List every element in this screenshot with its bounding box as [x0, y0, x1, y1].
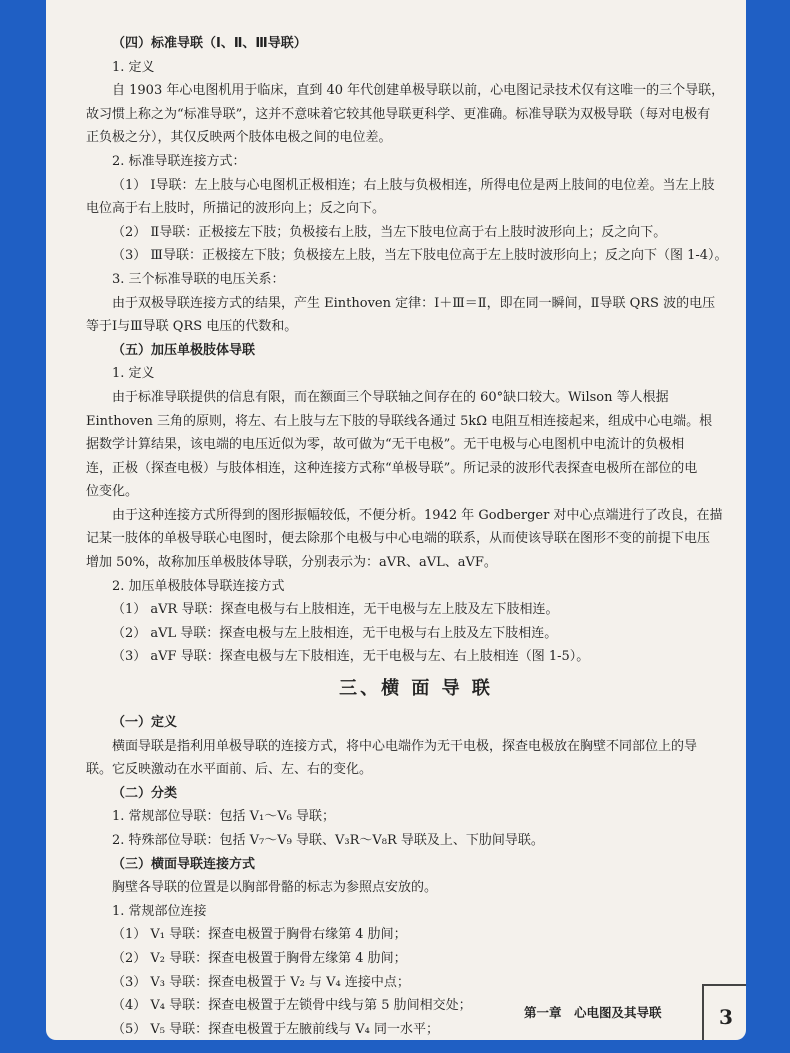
- heading-connection-method: （三）横面导联连接方式: [112, 856, 256, 872]
- paragraph-line: 连，正极（探查电极）与肢体相连，这种连接方式称“单极导联”。所记录的波形代表探查电极所在部位的电: [86, 460, 698, 476]
- list-item: （3） Ⅲ导联：正极接左下肢；负极接左上肢，当左下肢电位高于左上肢时波形向上；反之向下（图 1-4）。: [112, 248, 728, 264]
- subheading-voltage: 3. 三个标准导联的电压关系：: [112, 271, 285, 287]
- page-number: 3: [719, 1005, 733, 1029]
- paragraph-line: 故习惯上称之为“标准导联”，这并不意味着它较其他导联更科学、更准确。标准导联为双极导联（每对电极有: [86, 106, 711, 122]
- list-item: （2） aVL 导联：探查电极与左上肢相连，无干电极与右上肢及左下肢相连。: [112, 625, 558, 641]
- subheading-routine: 1. 常规部位连接: [112, 903, 207, 919]
- paragraph-line: 横面导联是指利用单极导联的连接方式，将中心电端作为无干电极，探查电极放在胸壁不同部位上的导: [112, 738, 698, 754]
- book-page: [46, 0, 746, 1040]
- paragraph-line: 位变化。: [86, 484, 139, 500]
- paragraph-line: 电位高于右上肢时，所描记的波形向上；反之向下。: [86, 201, 386, 217]
- subheading-definition: 1. 定义: [112, 59, 155, 75]
- page-content: [86, 32, 746, 1040]
- list-item: （1） Ⅰ导联：左上肢与心电图机正极相连；右上肢与负极相连，所得电位是两上肢间的电位差。当左上肢: [112, 177, 715, 193]
- list-item: 2. 特殊部位导联：包括 V₇～V₉ 导联、V₃R～V₈R 导联及上、下肋间导联。: [112, 833, 544, 848]
- paragraph-line: 由于标准导联提供的信息有限，而在额面三个导联轴之间存在的 60°缺口较大。Wilson 等人根据: [112, 389, 669, 405]
- heading-classification: （二）分类: [112, 785, 178, 801]
- list-item: （4） V₄ 导联：探查电极置于左锁骨中线与第 5 肋间相交处；: [112, 998, 472, 1014]
- paragraph-line: 由于这种连接方式所得到的图形振幅较低，不便分析。1942 年 Godberger 对中心点端进行了改良，在描: [112, 507, 723, 523]
- paragraph-line: 据数学计算结果，该电端的电压近似为零，故可做为“无干电极”。无干电极与心电图机中电流计的负极相: [86, 437, 685, 453]
- list-item: （2） Ⅱ导联：正极接左下肢；负极接右上肢，当左下肢电位高于右上肢时波形向上；反之向下。: [112, 224, 667, 240]
- list-item: （5） V₅ 导联：探查电极置于左腋前线与 V₄ 同一水平；: [112, 1021, 439, 1037]
- list-item: （1） V₁ 导联：探查电极置于胸骨右缘第 4 肋间；: [112, 927, 407, 943]
- heading-definition: （一）定义: [112, 715, 178, 731]
- list-item: （2） V₂ 导联：探查电极置于胸骨左缘第 4 肋间；: [112, 950, 407, 966]
- paragraph-line: 自 1903 年心电图机用于临床，直到 40 年代创建单极导联以前，心电图记录技术仅有这唯一的三个导联，: [112, 83, 725, 99]
- chapter-title: 第一章 心电图及其导联: [524, 1005, 662, 1020]
- list-item: 1. 常规部位导联：包括 V₁～V₆ 导联；: [112, 809, 335, 825]
- list-item: （3） V₃ 导联：探查电极置于 V₂ 与 V₄ 连接中点；: [112, 974, 410, 990]
- paragraph-line: 由于双极导联连接方式的结果，产生 Einthoven 定律：Ⅰ＋Ⅲ＝Ⅱ，即在同一瞬间，Ⅱ导联 QRS 波的电压: [112, 295, 716, 311]
- heading-augmented-leads: （五）加压单极肢体导联: [112, 342, 256, 358]
- subheading-definition: 1. 定义: [112, 366, 155, 382]
- paragraph-line: 增加 50%，故称加压单极肢体导联，分别表示为：aVR、aVL、aVF。: [86, 555, 497, 571]
- list-item: （3） aVF 导联：探查电极与左下肢相连，无干电极与左、右上肢相连（图 1-5）。: [112, 649, 590, 665]
- paragraph-line: 胸壁各导联的位置是以胸部骨骼的标志为参照点安放的。: [112, 880, 438, 896]
- subheading-connection: 2. 加压单极肢体导联连接方式: [112, 578, 285, 594]
- page-number-box: [702, 984, 746, 1040]
- paragraph-line: 正负极之分），其仅反映两个肢体电极之间的电位差。: [86, 130, 392, 146]
- paragraph-line: 等于Ⅰ与Ⅲ导联 QRS 电压的代数和。: [86, 319, 298, 335]
- page-footer: [516, 994, 746, 1040]
- paragraph-line: 记某一肢体的单极导联心电图时，便去除那个电极与中心电端的联系，从而使该导联在图形不变的前提下电压: [86, 531, 711, 547]
- paragraph-line: Einthoven 三角的原则，将左、右上肢与左下肢的导联线各通过 5kΩ 电阻互相连接起来，组成中心电端。根: [86, 413, 713, 429]
- paragraph-line: 联。它反映激动在水平面前、后、左、右的变化。: [86, 762, 373, 778]
- list-item: （1） aVR 导联：探查电极与右上肢相连，无干电极与左上肢及左下肢相连。: [112, 602, 559, 618]
- section-title: 三、横 面 导 联: [339, 678, 493, 700]
- heading-standard-leads: （四）标准导联（Ⅰ、Ⅱ、Ⅲ导联）: [112, 36, 307, 51]
- subheading-connection: 2. 标准导联连接方式：: [112, 153, 246, 169]
